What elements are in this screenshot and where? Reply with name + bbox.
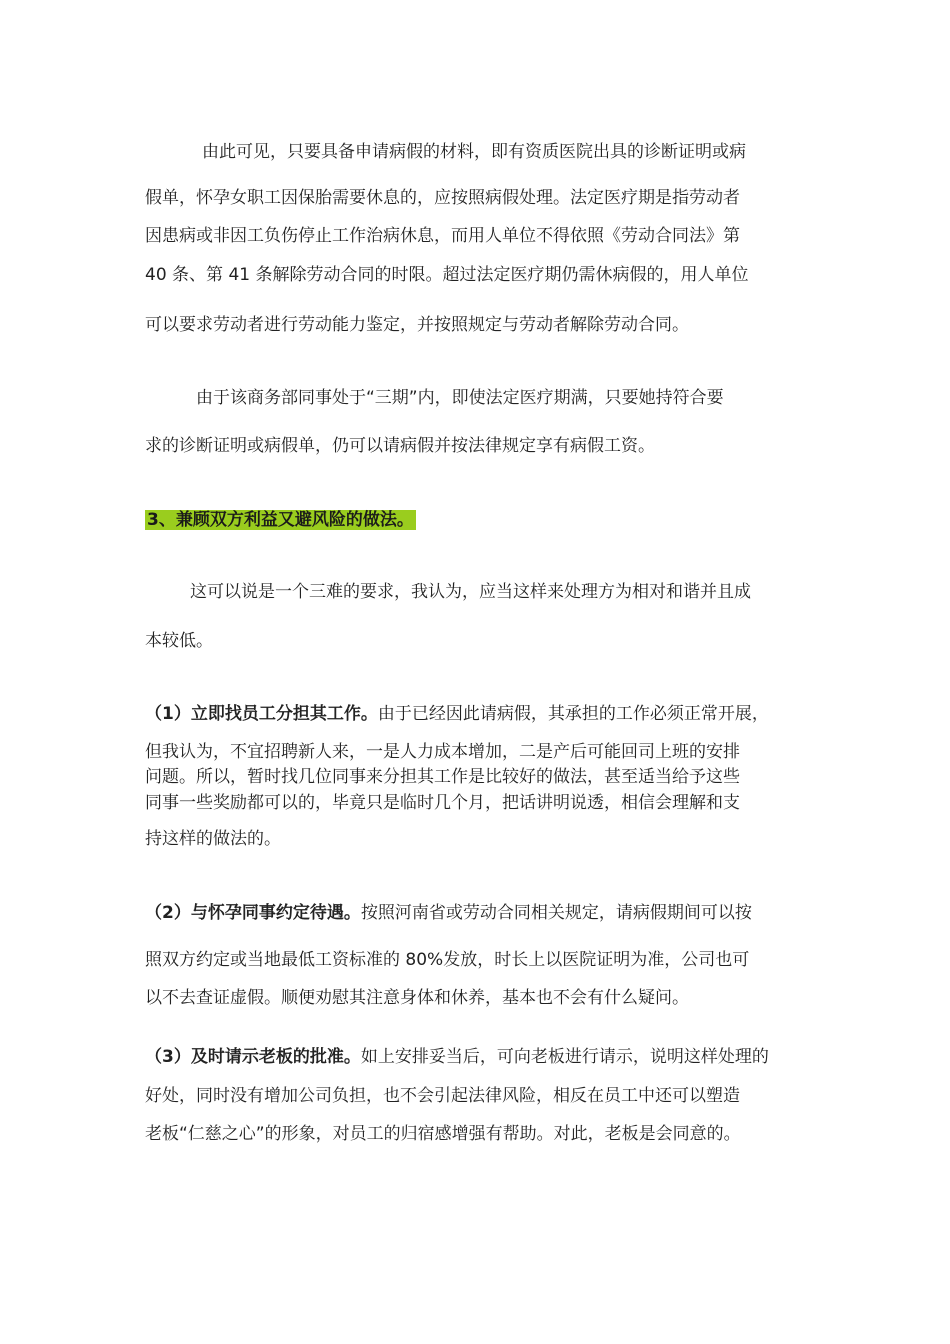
p3-line-1: 这可以说是一个三难的要求，我认为，应当这样来处理方为相对和谐并且成	[190, 582, 751, 602]
p1-line-2: 假单，怀孕女职工因保胎需要休息的，应按照病假处理。法定医疗期是指劳动者	[145, 188, 740, 208]
item1-line-3: 问题。所以，暂时找几位同事来分担其工作是比较好的做法，甚至适当给予这些	[145, 767, 740, 787]
item3-line-2: 好处，同时没有增加公司负担，也不会引起法律风险，相反在员工中还可以塑造	[145, 1086, 740, 1106]
p1-line-5: 可以要求劳动者进行劳动能力鉴定，并按照规定与劳动者解除劳动合同。	[145, 315, 689, 335]
item3-text: 如上安排妥当后，可向老板进行请示，说明这样处理的	[360, 1047, 769, 1067]
p1-line-1: 由此可见，只要具备申请病假的材料，即有资质医院出具的诊断证明或病	[202, 142, 746, 162]
item3-line-1	[145, 1045, 769, 1069]
item2-line-2: 照双方约定或当地最低工资标准的 80%发放，时长上以医院证明为准，公司也可	[145, 950, 750, 970]
item1-line-5: 持这样的做法的。	[145, 829, 281, 849]
item2-title: （2）与怀孕同事约定待遇。	[145, 903, 361, 923]
item2-line-3: 以不去查证虚假。顺便劝慰其注意身体和休养，基本也不会有什么疑问。	[145, 988, 689, 1008]
p2-line-2: 求的诊断证明或病假单，仍可以请病假并按法律规定享有病假工资。	[145, 436, 655, 456]
item3-title: （3）及时请示老板的批准。	[145, 1047, 361, 1067]
p3-line-2: 本较低。	[145, 631, 213, 651]
item2-text: 按照河南省或劳动合同相关规定，请病假期间可以按	[360, 903, 752, 923]
item1-line-2: 但我认为，不宜招聘新人来，一是人力成本增加，二是产后可能回司上班的安排	[145, 742, 740, 762]
item1-text: 由于已经因此请病假，其承担的工作必须正常开展，	[377, 704, 769, 724]
section-heading	[145, 508, 416, 532]
item3-line-3: 老板“仁慈之心”的形象，对员工的归宿感增强有帮助。对此，老板是会同意的。	[145, 1124, 741, 1144]
item1-line-1	[145, 702, 769, 726]
p2-line-1: 由于该商务部同事处于“三期”内，即使法定医疗期满，只要她持符合要	[196, 388, 724, 408]
item2-line-1	[145, 901, 752, 925]
p1-line-3: 因患病或非因工负伤停止工作治病休息，而用人单位不得依照《劳动合同法》第	[145, 226, 740, 246]
item1-line-4: 同事一些奖励都可以的，毕竟只是临时几个月，把话讲明说透，相信会理解和支	[145, 793, 740, 813]
heading-highlight: 3、兼顾双方利益又避风险的做法。	[147, 510, 414, 530]
p1-line-4: 40 条、第 41 条解除劳动合同的时限。超过法定医疗期仍需休病假的，用人单位	[145, 265, 749, 285]
item1-title: （1）立即找员工分担其工作。	[145, 704, 378, 724]
